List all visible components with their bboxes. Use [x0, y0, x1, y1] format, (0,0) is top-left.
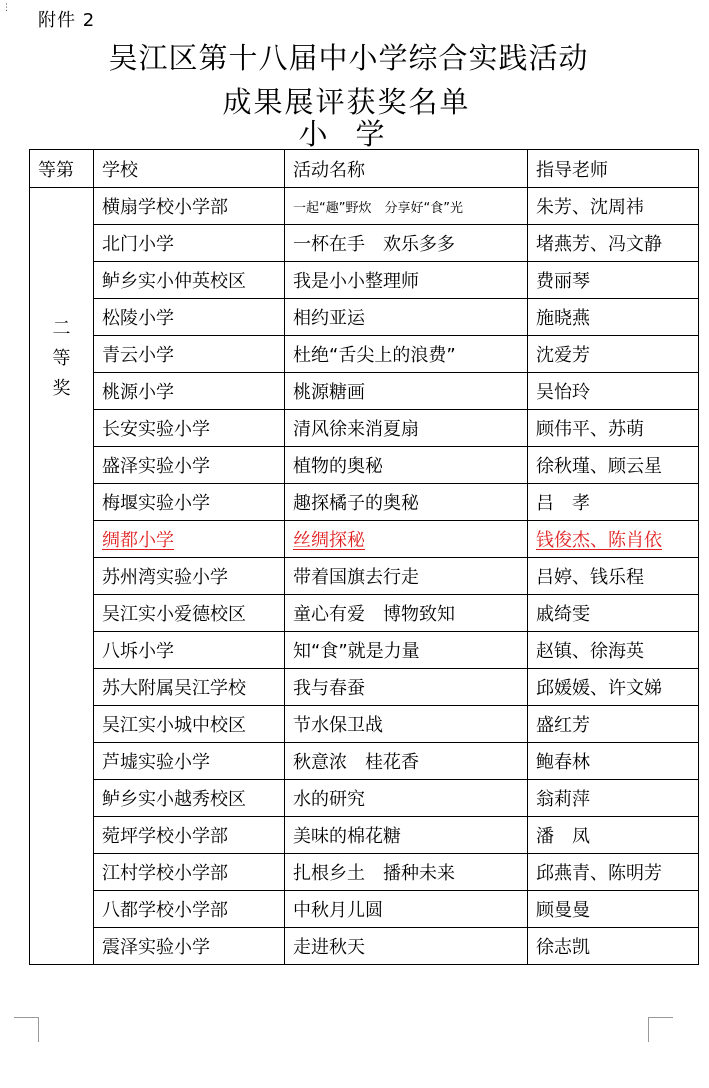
- school-cell: [94, 447, 285, 484]
- school-cell-text: 震泽实验小学: [102, 937, 210, 958]
- teacher-cell-text: 费丽琴: [536, 271, 590, 292]
- table-row: [30, 188, 699, 225]
- activity-cell-text: 相约亚运: [293, 308, 365, 329]
- activity-cell-text: 植物的奥秘: [293, 456, 383, 477]
- activity-cell-text: 我与春蚕: [293, 678, 365, 699]
- activity-cell-text: 趣探橘子的奥秘: [293, 493, 419, 514]
- school-cell: [94, 299, 285, 336]
- school-cell-text: 吴江实小爱德校区: [102, 604, 246, 625]
- table-header-row: [30, 150, 699, 188]
- school-cell: [94, 632, 285, 669]
- activity-cell-text: 童心有爱 博物致知: [293, 604, 455, 625]
- teacher-cell: [528, 373, 699, 410]
- activity-cell: [285, 558, 528, 595]
- table-row: [30, 854, 699, 891]
- teacher-cell: [528, 595, 699, 632]
- teacher-cell: [528, 743, 699, 780]
- activity-cell: [285, 225, 528, 262]
- activity-cell-text: 美味的棉花糖: [293, 826, 401, 847]
- school-cell-text: 鲈乡实小仲英校区: [102, 271, 246, 292]
- school-cell-text: 苏大附属吴江学校: [102, 678, 246, 699]
- table-row: [30, 780, 699, 817]
- table-row: [30, 262, 699, 299]
- teacher-cell-text: 沈爱芳: [536, 345, 590, 366]
- school-cell-text: 芦墟实验小学: [102, 752, 210, 773]
- school-cell-text: 青云小学: [102, 345, 174, 366]
- school-cell: [94, 484, 285, 521]
- teacher-cell: [528, 299, 699, 336]
- activity-cell-text: 带着国旗去行走: [293, 567, 419, 588]
- table-row: [30, 336, 699, 373]
- school-cell: [94, 262, 285, 299]
- section-title: [0, 112, 697, 153]
- school-cell: [94, 188, 285, 225]
- activity-cell: [285, 817, 528, 854]
- activity-cell-text: 走进秋天: [293, 937, 365, 958]
- activity-cell-text: 知“食”就是力量: [293, 641, 420, 662]
- teacher-cell: [528, 854, 699, 891]
- activity-cell-text: 扎根乡土 播种未来: [293, 863, 455, 884]
- school-cell: [94, 891, 285, 928]
- teacher-cell: [528, 484, 699, 521]
- table-row: [30, 891, 699, 928]
- teacher-cell-text: 邱燕青、陈明芳: [536, 863, 662, 884]
- school-cell: [94, 817, 285, 854]
- drag-handle-icon: ⋮: [2, 3, 11, 13]
- activity-cell: [285, 632, 528, 669]
- teacher-cell: [528, 632, 699, 669]
- page-title: 吴江区第十八届中小学综合实践活动: [108, 41, 589, 75]
- teacher-cell: [528, 891, 699, 928]
- teacher-cell-text: 潘 凤: [536, 826, 590, 847]
- section-title-part-1: 小: [298, 117, 330, 151]
- school-cell-text: 梅堰实验小学: [102, 493, 210, 514]
- table-row: [30, 410, 699, 447]
- activity-cell: [285, 373, 528, 410]
- activity-cell: [285, 854, 528, 891]
- teacher-cell: [528, 669, 699, 706]
- teacher-cell-text: 吴怡玲: [536, 382, 590, 403]
- school-cell-text: 盛泽实验小学: [102, 456, 210, 477]
- activity-cell: [285, 780, 528, 817]
- page-subtitle: 成果展评获奖名单: [222, 85, 471, 119]
- teacher-cell-text: 顾伟平、苏萌: [536, 419, 644, 440]
- prize-level-char: 二: [52, 318, 71, 339]
- teacher-cell-text: 顾曼曼: [536, 900, 590, 921]
- school-cell-text: 苏州湾实验小学: [102, 567, 228, 588]
- activity-cell-text: 水的研究: [293, 789, 365, 810]
- table-row: [30, 817, 699, 854]
- teacher-cell-text: 赵镇、徐海英: [536, 641, 644, 662]
- teacher-cell-text: 施晓燕: [536, 308, 590, 329]
- activity-cell-text: 杜绝“舌尖上的浪费”: [293, 345, 456, 366]
- activity-cell: [285, 299, 528, 336]
- teacher-cell-text: 朱芳、沈周祎: [536, 197, 644, 218]
- teacher-cell-text: 盛红芳: [536, 715, 590, 736]
- school-cell: [94, 373, 285, 410]
- school-cell: [94, 743, 285, 780]
- activity-cell: [285, 188, 528, 225]
- table-row: [30, 484, 699, 521]
- activity-cell-text: 一起“趣”野炊 分享好“食”光: [293, 200, 463, 216]
- school-cell-text: 鲈乡实小越秀校区: [102, 789, 246, 810]
- activity-cell-text: 桃源糖画: [293, 382, 365, 403]
- table-row: [30, 225, 699, 262]
- school-cell: [94, 521, 285, 558]
- column-header-grade: 等第: [30, 150, 94, 188]
- activity-cell: [285, 669, 528, 706]
- page-corner-mark: [14, 1017, 39, 1042]
- activity-cell: [285, 447, 528, 484]
- table-row: [30, 928, 699, 965]
- activity-cell-text: 中秋月儿圆: [293, 900, 383, 921]
- activity-cell-text: 丝绸探秘: [293, 530, 365, 551]
- activity-cell: [285, 262, 528, 299]
- prize-level-char: 等: [52, 348, 71, 369]
- award-table: [29, 149, 699, 965]
- school-cell: [94, 928, 285, 965]
- teacher-cell-text: 邱媛媛、许文娣: [536, 678, 662, 699]
- school-cell: [94, 410, 285, 447]
- attachment-label: 附件 2: [38, 10, 96, 31]
- section-title-part-2: 学: [355, 117, 387, 151]
- teacher-cell-text: 吕 孝: [536, 493, 590, 514]
- teacher-cell: [528, 188, 699, 225]
- table-row: [30, 558, 699, 595]
- school-cell-text: 桃源小学: [102, 382, 174, 403]
- teacher-cell-text: 吕婷、钱乐程: [536, 567, 644, 588]
- activity-cell: [285, 484, 528, 521]
- school-cell-text: 菀坪学校小学部: [102, 826, 228, 847]
- table-row: [30, 706, 699, 743]
- school-cell-text: 吴江实小城中校区: [102, 715, 246, 736]
- activity-cell: [285, 891, 528, 928]
- teacher-cell: [528, 706, 699, 743]
- teacher-cell-text: 钱俊杰、陈肖依: [536, 530, 662, 551]
- prize-level-cell: [30, 188, 94, 965]
- table-row: [30, 447, 699, 484]
- table-row: [30, 595, 699, 632]
- teacher-cell: [528, 336, 699, 373]
- table-row: [30, 373, 699, 410]
- teacher-cell: [528, 928, 699, 965]
- teacher-cell: [528, 521, 699, 558]
- school-cell: [94, 336, 285, 373]
- teacher-cell: [528, 447, 699, 484]
- teacher-cell-text: 徐秋瑾、顾云星: [536, 456, 662, 477]
- teacher-cell: [528, 558, 699, 595]
- teacher-cell: [528, 225, 699, 262]
- table-row: [30, 743, 699, 780]
- teacher-cell: [528, 410, 699, 447]
- school-cell-text: 江村学校小学部: [102, 863, 228, 884]
- school-cell-text: 横扇学校小学部: [102, 197, 228, 218]
- school-cell: [94, 669, 285, 706]
- activity-cell-text: 一杯在手 欢乐多多: [293, 234, 455, 255]
- school-cell: [94, 558, 285, 595]
- school-cell-text: 绸都小学: [102, 530, 174, 551]
- column-header-school: 学校: [94, 150, 285, 188]
- school-cell-text: 八坼小学: [102, 641, 174, 662]
- school-cell-text: 长安实验小学: [102, 419, 210, 440]
- teacher-cell-text: 戚绮雯: [536, 604, 590, 625]
- teacher-cell-text: 徐志凯: [536, 937, 590, 958]
- table-row: [30, 299, 699, 336]
- prize-level-char: 奖: [52, 378, 71, 399]
- activity-cell: [285, 595, 528, 632]
- teacher-cell-text: 翁莉萍: [536, 789, 590, 810]
- teacher-cell: [528, 817, 699, 854]
- teacher-cell-text: 堵燕芳、冯文静: [536, 234, 662, 255]
- school-cell: [94, 706, 285, 743]
- activity-cell: [285, 743, 528, 780]
- teacher-cell-text: 鲍春林: [536, 752, 590, 773]
- activity-cell: [285, 928, 528, 965]
- column-header-teacher: 指导老师: [528, 150, 699, 188]
- activity-cell-text: 清风徐来消夏扇: [293, 419, 419, 440]
- table-row: [30, 521, 699, 558]
- column-header-activity: 活动名称: [285, 150, 528, 188]
- page-corner-mark: [648, 1017, 673, 1042]
- teacher-cell: [528, 262, 699, 299]
- table-row: [30, 632, 699, 669]
- activity-cell-text: 节水保卫战: [293, 715, 383, 736]
- school-cell: [94, 780, 285, 817]
- school-cell: [94, 225, 285, 262]
- activity-cell: [285, 336, 528, 373]
- activity-cell-text: 我是小小整理师: [293, 271, 419, 292]
- table-row: [30, 669, 699, 706]
- activity-cell: [285, 521, 528, 558]
- school-cell: [94, 854, 285, 891]
- activity-cell: [285, 410, 528, 447]
- activity-cell-text: 秋意浓 桂花香: [293, 752, 419, 773]
- school-cell-text: 北门小学: [102, 234, 174, 255]
- school-cell: [94, 595, 285, 632]
- school-cell-text: 八都学校小学部: [102, 900, 228, 921]
- school-cell-text: 松陵小学: [102, 308, 174, 329]
- teacher-cell: [528, 780, 699, 817]
- activity-cell: [285, 706, 528, 743]
